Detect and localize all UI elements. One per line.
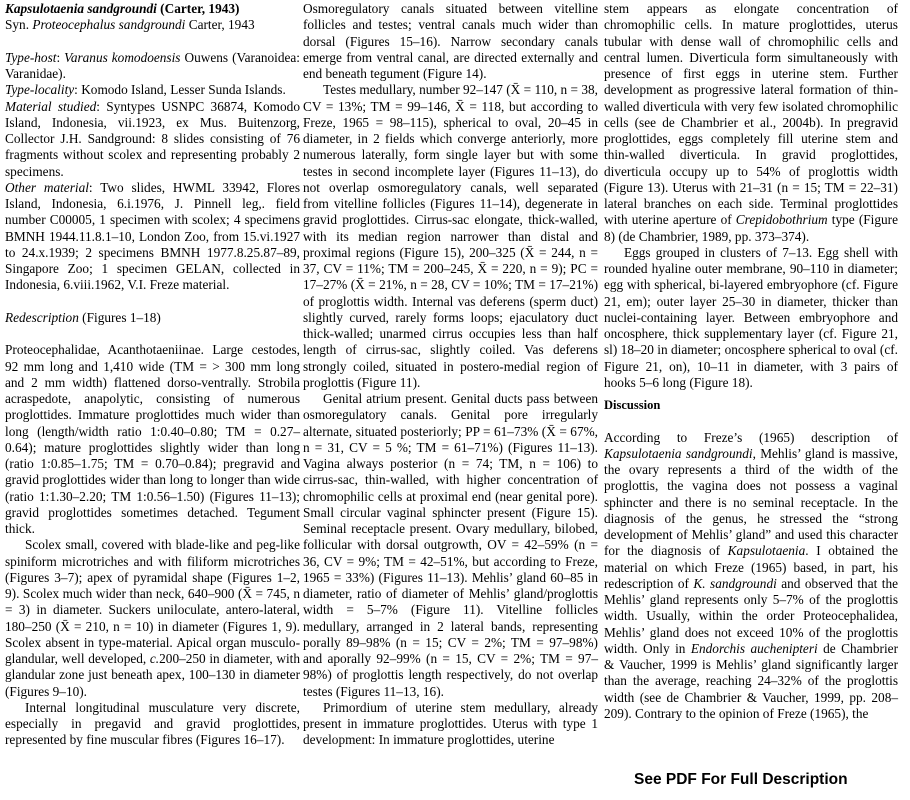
paragraph (5, 342, 300, 537)
italic-text: Kapsulotaenia sandgroundi (604, 445, 753, 461)
paragraph (5, 310, 300, 326)
text-run: . I obtained the material on which Freze (1965) based, in part, his redescription of (604, 543, 898, 591)
paragraph (303, 391, 598, 700)
italic-text: c. (149, 651, 160, 666)
text-column-3 (604, 1, 898, 722)
paragraph (5, 1, 300, 17)
paragraph (5, 99, 300, 180)
text-run: According to Freze’s (1965) description of (604, 429, 898, 445)
italic-text: Varanus komodoensis (64, 49, 181, 65)
paragraph (303, 1, 598, 82)
bold-text: Discussion (604, 398, 661, 412)
italic-text: Material studied (5, 98, 97, 114)
text-run: Internal longitudinal musculature very discrete, especially in pregavid and gravid proglottides, represented by fine muscular fibres (Figures 16–17). (5, 699, 300, 748)
spacer (5, 34, 300, 50)
paragraph (5, 180, 300, 294)
text-run: Scolex small, covered with blade-like and peg-like spiniform microtriches and with filiform microtriches (Figures 3–7); apex of pyramidal shape (Figures 1–2, 9). Scolex much wider than neck, 640–900 (X̄ = 745, n = 3) in diameter. Suckers uniloculate, antero-lateral, 180–250 (X̄ = 210, n = 10) in diameter (Figures 1, 9). Scolex absent in type-material. Apical organ musculo-glandular, well developed, (5, 537, 300, 666)
section-heading (604, 397, 898, 413)
italic-text: Type-locality (5, 82, 75, 98)
paragraph (604, 245, 898, 391)
text-run: Testes medullary, number 92–147 (X̄ = 110, n = 38, CV = 13%; TM = 99–146, X̄ = 118, but according to Freze, 1965 = 98–115), spherical to oval, 20–45 in diameter, in 2 fields which converge anteriorly, more numerous laterally, form single layer but with some testes in second incomplete layer (Figures 11–13), do not overlap osmoregulatory canals, well separated from vitelline follicles (Figures 11–14), degenerate in gravid proglottides. Cirrus-sac elongate, thick-walled, with its median region narrower than distal and proximal regions (Figure 15), 200–325 (X̄ = 244, n = 37, CV = 11%; TM = 200–245, X̄ = 220, n = 9); PC = 17–27% (X̄ = 21%, n = 28, CV = 10%; TM = 17–21%) of proglottis width. Internal vas deferens (sperm duct) slightly curved, rarely forms loops; ejaculatory duct thick-walled; unarmed cirrus occupies less than half length of cirrus-sac, slightly coiled. Vas deferens strongly coiled, situated in postero-medial region of proglottis (Figure 11). (303, 82, 598, 390)
paragraph (5, 17, 300, 33)
italic-text: K. sandgroundi (693, 575, 777, 591)
paragraph (5, 700, 300, 749)
text-run: : Syntypes USNPC 36874, Komodo Island, Indonesia, vii.1923, ex Mus. Buitenzorg, Collector J.H. Sandground: 8 slides consisting of 76 fragments without scolex and representing probably 2 specimens. (5, 98, 300, 179)
paragraph (303, 82, 598, 391)
italic-text: Other material (5, 179, 89, 195)
bold-text: (Carter, 1943) (156, 1, 240, 16)
spacer (604, 413, 898, 429)
text-run: (Figures 1–18) (78, 309, 161, 325)
text-run: Syn. (5, 17, 33, 33)
text-run: and observed that the Mehlis’ gland represents only 5–7% of the proglottis width. Usually, within the order Proteocephalidea, Mehlis’ gland does not exceed 10% of the proglottis width. Only in (604, 575, 898, 656)
spacer (5, 326, 300, 342)
text-run: Carter, 1943 (185, 17, 255, 33)
paragraph (604, 1, 898, 245)
text-run: type (Figure 8) (de Chambrier, 1989, pp. 373–374). (604, 212, 898, 244)
text-run: de Chambrier & Vaucher, 1999 is Mehlis’ gland significantly larger than the average, reaching 24–32% of the proglottis width (see de Chambrier & Vaucher, 1999, pp. 208–209). Contrary to the opinion of Freze (1965), the (604, 640, 898, 721)
text-run: : Two slides, HWML 33942, Flores Island, Indonesia, 6.i.1976, J. Pinnell leg,. field number C00005, 1 specimen with scolex; 4 specimens BMNH 1944.11.8.1–10, London Zoo, from 15.vi.1927 to 24.x.1939; 2 specimens BMNH 1977.8.25.87–89, Singapore Zoo; 1 specimen GELAN, collected in Indonesia, 6.viii.1962, V.I. Freze material. (5, 179, 301, 293)
text-column-1 (5, 1, 300, 749)
text-run: Osmoregulatory canals situated between vitelline follicles and testes; ventral canals much wider than dorsal (Figures 15–16). Narrow secondary canals emerge from ventral canal, are directed externally and end beneath tegument (Figure 14). (303, 1, 598, 81)
text-column-2 (303, 1, 598, 749)
italic-text: Kapsulotaenia sandgroundi (5, 1, 157, 16)
italic-text: Proteocephalus sandgroundi (32, 17, 186, 33)
text-run: Genital atrium present. Genital ducts pass between osmoregulatory canals. Genital pore irregularly alternate, situated posteriorly; PP = 61–73% (X̄ = 67%, n = 31, CV = 5 %; TM = 61–71%) (Figures 11–13). Vagina always posterior (n = 74; TM, n = 106) to cirrus-sac, thin-walled, with higher concentration of chromophilic cells at proximal end (near genital pore). Small circular vaginal sphincter present (Figure 15). Seminal receptacle present. Ovary medullary, bilobed, follicular with dorsal outgrowth, OV = 42–59% (n = 36, CV = 9%; TM = 42–51%, but according to Freze, 1965 = 33%) (Figures 11–13). Mehlis’ gland 60–85 in diameter, ratio of diameter of Mehlis’ gland/proglottis width = 5–7% (Figure 11). Vitelline follicles medullary, arranged in 2 lateral bands, representing porally 89–98% (n = 15; CV = 2%; TM = 97–98%) and aporally 92–99% (n = 15, CV = 2%; TM = 97–98%) of proglottis length respectively, do not overlap testes (Figures 11–13, 16). (303, 391, 598, 699)
paragraph (5, 82, 300, 98)
italic-text: Crepidobothrium (735, 212, 828, 228)
italic-text: Endorchis auchenipteri (690, 640, 818, 656)
see-pdf-link[interactable]: See PDF For Full Description (634, 771, 848, 788)
text-run: , Mehlis’ gland is massive, the ovary represents a third of the width of the proglottis, the vagina does not possess a vaginal sphincter and there is no seminal receptacle. In the diagnosis of the genus, he stressed the “strong development of Mehlis’ gland” and used this character for the diagnosis of (604, 445, 898, 559)
text-run: Primordium of uterine stem medullary, already present in immature proglottides. Uterus with type 1 development: In immature proglottides, uterine (303, 699, 598, 748)
italic-text: Kapsulotaenia (727, 543, 806, 559)
paragraph (5, 50, 300, 83)
spacer (5, 294, 300, 310)
text-run: Ouwens (Varanoidea: Varanidae). (5, 49, 300, 81)
text-run: 200–250 in diameter, with glandular zone just beneath apex, 100–130 in diameter (Figures 9–10). (5, 651, 300, 699)
text-run: Eggs grouped in clusters of 7–13. Egg shell with rounded hyaline outer membrane, 90–110 in diameter; egg with spherical, bi-layered embryophore (cf. Figure 21, em); outer layer 25–30 in diameter, thicker than nuclei-containing layer. Between embryophore and oncosphere, thick supplementary layer (cf. Figure 21, sl) 18–20 in diameter; oncosphere spherical to oval (cf. Figure 21, on), 10–11 in diameter, with 3 pairs of hooks 5–6 long (Figure 18). (604, 244, 898, 390)
paragraph (303, 700, 598, 749)
italic-text: Redescription (5, 309, 79, 325)
text-run: : Komodo Island, Lesser Sunda Islands. (74, 82, 286, 98)
text-run: stem appears as elongate concentration of chromophilic cells. In mature proglottides, uterus tubular with dense wall of chromophilic cells and central lumen. Diverticula form simultaneously with presence of first eggs in uterine stem. Further development as progressive lateral formation of thin-walled diverticula with very few isolated chromophilic cells (see de Chambrier et al., 2004b). In pregravid proglottides, eggs completely fill uterine stem and thin-walled diverticula. In gravid proglottides, diverticula occupy up to 54% of proglottis width (Figure 13). Uterus with 21–31 (n = 15; TM = 22–31) lateral branches on each side. Terminal proglottides with uterine aperture of (604, 1, 898, 228)
paragraph (604, 430, 898, 723)
paragraph (5, 537, 300, 700)
italic-text: Type-host (5, 49, 57, 65)
text-run: : (56, 49, 65, 65)
text-run: Proteocephalidae, Acanthotaeniinae. Large cestodes, 92 mm long and 1,410 wide (TM = > 300 mm long and 2 mm width) flattened dorso-ventrally. Strobila acraspedote, anapolytic, consisting of numerous proglottides. Immature proglottides much wider than long (length/width ratio 1:0.40–0.80; TM = 0.27–0.64); mature proglottides slightly wider than long (ratio 1:0.85–1.75; TM = 0.70–0.84); pregravid and gravid proglottides wider than long to longer than wide (ratio 1:1.30–2.20; TM 1:0.56–1.50) (Figures 11–13); gravid proglottides sometimes detached. Tegument thick. (5, 342, 300, 536)
